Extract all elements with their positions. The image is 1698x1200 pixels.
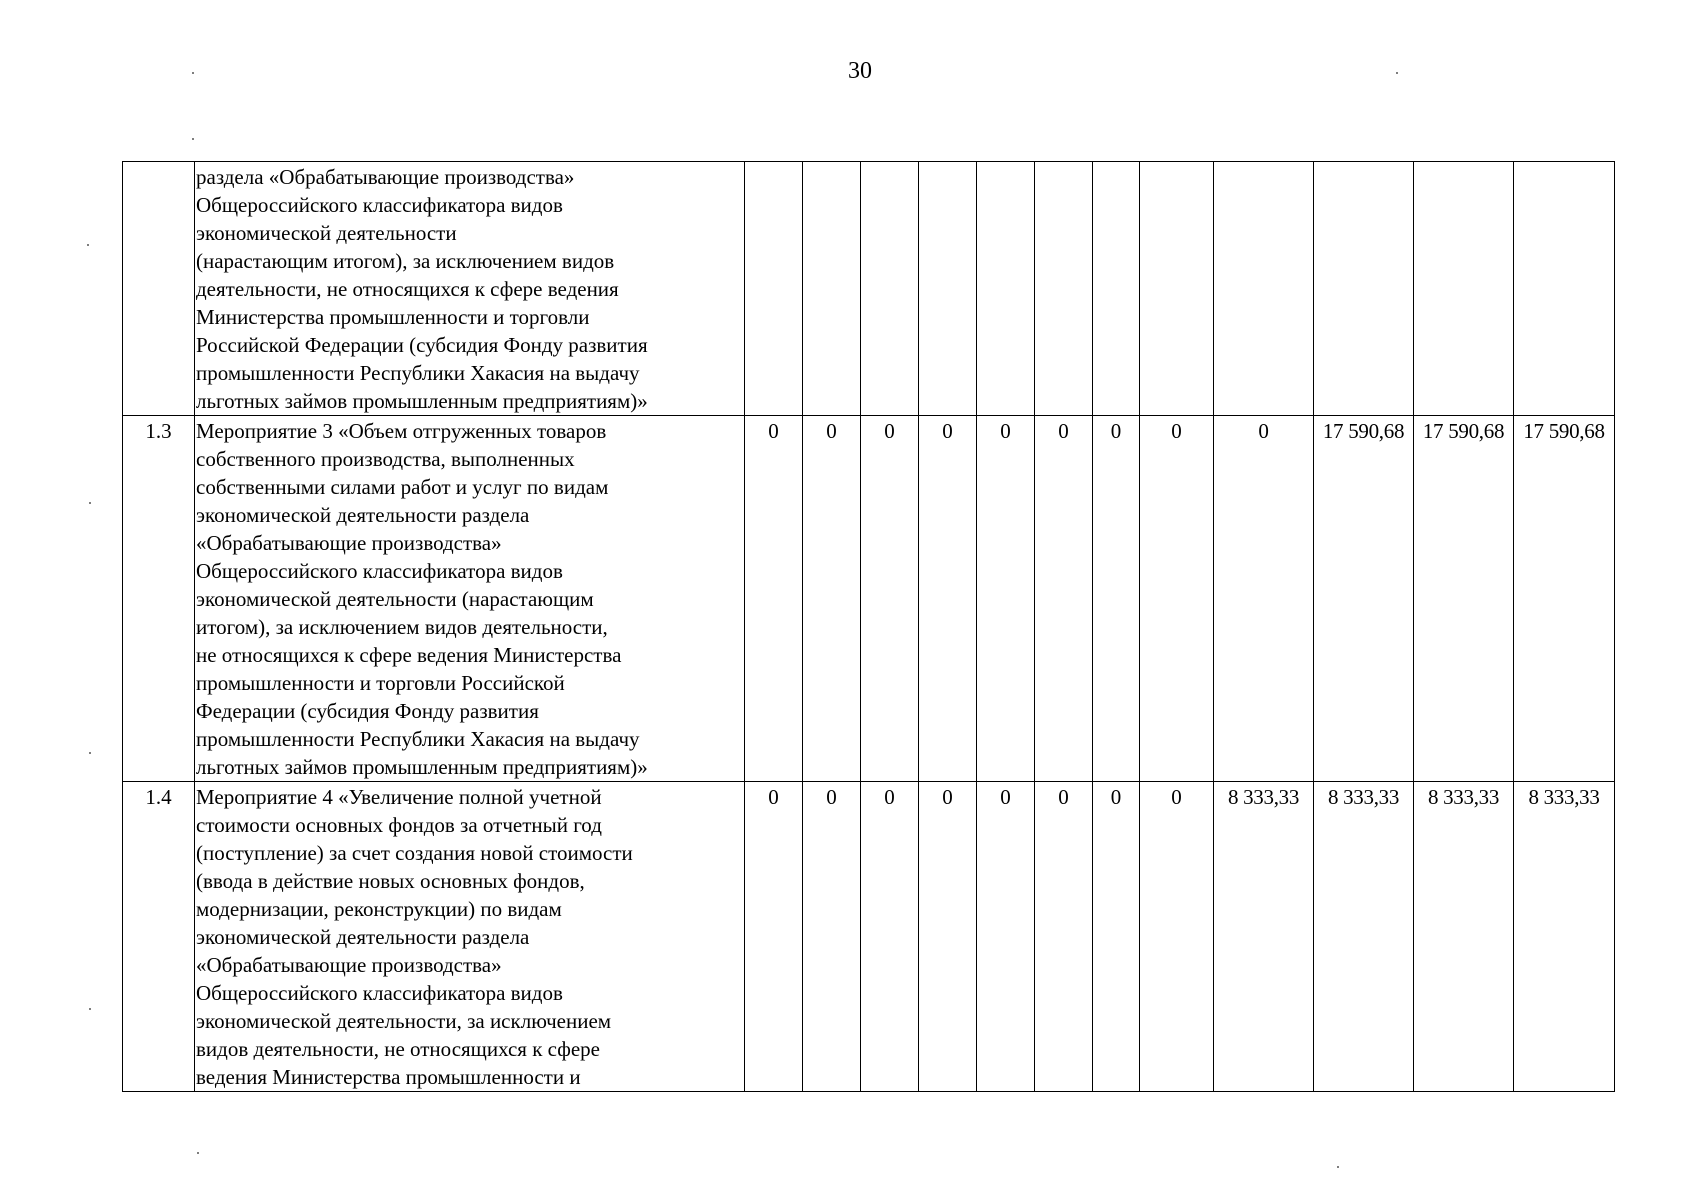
- description-line: «Обрабатывающие производства»: [196, 953, 502, 977]
- table-row: [123, 416, 1615, 782]
- value-cell: [1314, 162, 1414, 416]
- description-line: собственными силами работ и услуг по видам: [196, 475, 609, 499]
- description-line: Общероссийского классификатора видов: [196, 193, 563, 217]
- value-cell: 0: [977, 416, 1035, 782]
- description-line: ведения Министерства промышленности и: [196, 1065, 581, 1089]
- scan-speck: [87, 244, 89, 246]
- value-cell: [977, 162, 1035, 416]
- value-cell: 0: [803, 416, 861, 782]
- value-cell: 0: [1140, 782, 1214, 1092]
- description-line: видов деятельности, не относящихся к сфере: [196, 1037, 600, 1061]
- value-cell: 17 590,68: [1414, 416, 1514, 782]
- value-cell: 8 333,33: [1514, 782, 1615, 1092]
- description-line: льготных займов промышленным предприятиям)»: [196, 389, 648, 413]
- description-line: экономической деятельности (нарастающим: [196, 587, 594, 611]
- value-cell: [1035, 162, 1093, 416]
- value-cell: [1514, 162, 1615, 416]
- description-line: Министерства промышленности и торговли: [196, 305, 590, 329]
- description-line: экономической деятельности, за исключением: [196, 1009, 612, 1033]
- description-line: раздела «Обрабатывающие производства»: [196, 165, 575, 189]
- value-cell: 0: [977, 782, 1035, 1092]
- scan-speck: [192, 138, 194, 140]
- page-number: 30: [848, 58, 872, 84]
- value-cell: [919, 162, 977, 416]
- value-cell: 0: [745, 782, 803, 1092]
- description-line: экономической деятельности: [196, 221, 457, 245]
- value-cell: 0: [1035, 416, 1093, 782]
- scan-speck: [89, 752, 91, 754]
- description-line: Общероссийского классификатора видов: [196, 981, 563, 1005]
- table-row: [123, 162, 1615, 416]
- value-cell: 0: [1035, 782, 1093, 1092]
- scan-speck: [1337, 1166, 1339, 1168]
- description-line: стоимости основных фондов за отчетный год: [196, 813, 602, 837]
- description-line: промышленности и торговли Российской: [196, 671, 565, 695]
- value-cell: 0: [1093, 416, 1140, 782]
- scan-speck: [197, 1152, 199, 1154]
- description-line: не относящихся к сфере ведения Министерства: [196, 643, 622, 667]
- description-line: Общероссийского классификатора видов: [196, 559, 563, 583]
- description-line: собственного производства, выполненных: [196, 447, 575, 471]
- description-line: модернизации, реконструкции) по видам: [196, 897, 562, 921]
- description-line: Мероприятие 4 «Увеличение полной учетной: [196, 785, 602, 809]
- value-cell: [803, 162, 861, 416]
- description-line: промышленности Республики Хакасия на выдачу: [196, 361, 640, 385]
- description-line: (нарастающим итогом), за исключением видов: [196, 249, 615, 273]
- value-cell: [1140, 162, 1214, 416]
- description-line: экономической деятельности раздела: [196, 503, 530, 527]
- table-row: [123, 782, 1615, 1092]
- value-cell: [745, 162, 803, 416]
- scan-speck: [89, 1008, 91, 1010]
- description-line: (ввода в действие новых основных фондов,: [196, 869, 585, 893]
- value-cell: 0: [803, 782, 861, 1092]
- description-cell: [195, 782, 745, 1092]
- description-line: Мероприятие 3 «Объем отгруженных товаров: [196, 419, 607, 443]
- row-number-cell: [123, 162, 195, 416]
- value-cell: 0: [1140, 416, 1214, 782]
- description-cell: [195, 416, 745, 782]
- description-line: итогом), за исключением видов деятельности,: [196, 615, 608, 639]
- value-cell: 8 333,33: [1214, 782, 1314, 1092]
- program-table: [122, 161, 1615, 1092]
- value-cell: 0: [1214, 416, 1314, 782]
- row-number-cell: 1.4: [123, 782, 195, 1092]
- description-line: (поступление) за счет создания новой стоимости: [196, 841, 633, 865]
- value-cell: 0: [919, 416, 977, 782]
- value-cell: [1093, 162, 1140, 416]
- description-line: деятельности, не относящихся к сфере ведения: [196, 277, 619, 301]
- value-cell: 17 590,68: [1314, 416, 1414, 782]
- table-body: [123, 162, 1615, 1092]
- description-cell: [195, 162, 745, 416]
- scan-speck: [1396, 72, 1398, 74]
- value-cell: 8 333,33: [1314, 782, 1414, 1092]
- value-cell: 0: [745, 416, 803, 782]
- description-line: Российской Федерации (субсидия Фонду развития: [196, 333, 648, 357]
- description-line: промышленности Республики Хакасия на выдачу: [196, 727, 640, 751]
- scan-speck: [89, 502, 91, 504]
- value-cell: 8 333,33: [1414, 782, 1514, 1092]
- value-cell: [1214, 162, 1314, 416]
- scan-speck: [192, 72, 194, 74]
- value-cell: 0: [919, 782, 977, 1092]
- value-cell: 17 590,68: [1514, 416, 1615, 782]
- row-number-cell: 1.3: [123, 416, 195, 782]
- value-cell: 0: [1093, 782, 1140, 1092]
- value-cell: 0: [861, 782, 919, 1092]
- value-cell: [1414, 162, 1514, 416]
- description-line: Федерации (субсидия Фонду развития: [196, 699, 539, 723]
- value-cell: 0: [861, 416, 919, 782]
- description-line: «Обрабатывающие производства»: [196, 531, 502, 555]
- value-cell: [861, 162, 919, 416]
- description-line: экономической деятельности раздела: [196, 925, 530, 949]
- description-line: льготных займов промышленным предприятиям)»: [196, 755, 648, 779]
